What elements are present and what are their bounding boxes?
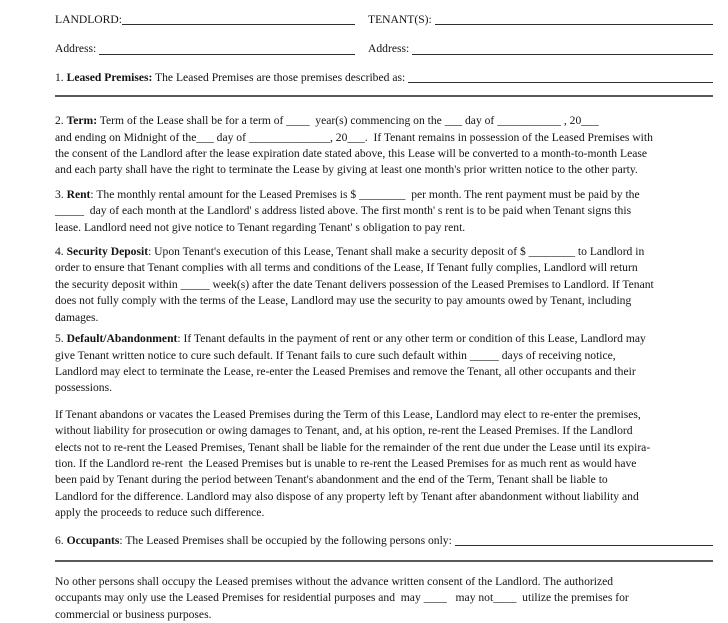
occupants-list-blank — [455, 544, 713, 546]
section-body — [55, 203, 713, 236]
text-line: and each party shall have the right to terminate the Lease by giving at least one month's prior written notice to the other party. — [55, 163, 638, 177]
section-occupants — [55, 533, 713, 562]
text-line: elects not to re-rent the Leased Premises, Tenant shall be liable for the remainder of the rent due under the Lease until its expira- — [55, 440, 651, 454]
text-line: apply the proceeds to reduce such difference. — [55, 506, 265, 520]
text-line: damages. — [55, 310, 99, 324]
section-title: Security Deposit — [66, 245, 149, 259]
section-body — [55, 260, 713, 326]
section-default-abandonment — [55, 331, 713, 397]
section-number: 2. — [55, 114, 67, 128]
section-rent — [55, 187, 713, 236]
text-line: tion. If the Landlord re-rent the Leased Premises but is unable to re-rent the Leased Premises for as much rent as would have — [55, 456, 637, 470]
text-line: without liability for prosecution or owing damages to Tenant, and, at his option, re-rent the Leased Premises. If the Landlord — [55, 424, 633, 438]
section-text: : The Leased Premises shall be occupied by the following persons only: — [119, 533, 455, 547]
text-line: If Tenant abandons or vacates the Leased Premises during the Term of this Lease, Landlord may elect to re-enter the premises, — [55, 407, 641, 421]
text-line: Landlord for the difference. Landlord may also dispose of any property left by Tenant after abandonment without liability and — [55, 489, 639, 503]
section-text: The Leased Premises are those premises described as: — [152, 70, 409, 84]
landlord-field-group — [55, 12, 355, 28]
section-title: Term: — [66, 114, 98, 128]
section-body — [55, 130, 713, 179]
tenant-address-label: Address: — [368, 42, 413, 56]
premises-description-blank — [408, 81, 713, 83]
landlord-label: LANDLORD: — [55, 13, 122, 26]
section-number: 6. — [55, 533, 67, 547]
section-number: 5. — [55, 332, 67, 346]
text-line: lease. Landlord need not give notice to Tenant regarding Tenant' s obligation to pay rent. — [55, 220, 466, 234]
text-line: and ending on Midnight of the___ day of ______________, 20___. If Tenant remains in possession of the Leased Premises with — [55, 130, 653, 144]
section-text: : Upon Tenant's execution of this Lease, Tenant shall make a security deposit of $ ________ to Landlord in — [148, 245, 645, 259]
section-text: Term of the Lease shall be for a term of ____ year(s) commencing on the ___ day of ___________ , 20___ — [97, 114, 599, 128]
text-line: Landlord may elect to terminate the Lease, re-enter the Leased Premises and remove the Tenant, all other occupants and their — [55, 364, 636, 378]
text-line: No other persons shall occupy the Leased premises without the advance written consent of the Landlord. The authorized — [55, 574, 614, 588]
landlord-name-blank — [122, 23, 355, 25]
section-number: 4. — [55, 245, 67, 259]
section-title: Rent — [66, 187, 91, 201]
section-title: Default/Abandonment — [66, 332, 178, 346]
landlord-address-group — [55, 41, 355, 57]
text-line: _____ day of each month at the Landlord' s address listed above. The first month' s rent is to be paid when Tenant signs this — [55, 204, 632, 218]
section-title: Leased Premises: — [66, 70, 153, 84]
text-line: the consent of the Landlord after the lease expiration date stated above, this Lease will be converted to a month-to-month Lease — [55, 147, 648, 161]
section-term — [55, 113, 713, 179]
abandonment-paragraph — [55, 407, 713, 522]
text-line: been paid by Tenant during the period between Tenant's abandonment and the end of the Term, Tenant shall be liable to — [55, 473, 608, 487]
section-security-deposit — [55, 244, 713, 326]
section-number: 1. — [55, 70, 67, 84]
addresses-row — [55, 41, 713, 57]
section-text: : The monthly rental amount for the Leased Premises is $ ________ per month. The rent payment must be paid by the — [90, 187, 640, 201]
tenant-address-blank — [412, 53, 713, 55]
landlord-address-label: Address: — [55, 42, 100, 56]
text-line: order to ensure that Tenant complies with all terms and conditions of the Lease, If Tenant fully complies, Landlord will return — [55, 261, 638, 275]
section-text: : If Tenant defaults in the payment of rent or any other term or condition of this Lease, Landlord may — [177, 332, 646, 346]
premises-description-continuation-line — [55, 95, 713, 97]
tenant-address-group — [368, 41, 713, 57]
section-leased-premises — [55, 70, 713, 97]
tenant-label: TENANT(S): — [368, 13, 435, 26]
text-line: give Tenant written notice to cure such default. If Tenant fails to cure such default within _____ days of receiving notice, — [55, 348, 616, 362]
occupants-note-paragraph — [55, 574, 713, 623]
occupants-list-continuation-line — [55, 560, 713, 562]
landlord-address-blank — [99, 53, 355, 55]
section-body — [55, 348, 713, 397]
text-line: does not fully comply with the terms of the Lease, Landlord may use the security to pay amounts owed by Tenant, including — [55, 294, 632, 308]
paragraph-body — [55, 407, 713, 522]
paragraph-body — [55, 574, 713, 623]
party-names-row — [55, 12, 713, 28]
text-line: the security deposit within _____ week(s) after the date Tenant delivers possession of the Leased Premises to Landlord. If Tenant — [55, 277, 654, 291]
text-line: occupants may only use the Leased Premises for residential purposes and may ____ may not____ utilize the premises for — [55, 591, 629, 605]
tenant-field-group — [368, 12, 713, 28]
section-number: 3. — [55, 187, 67, 201]
section-title: Occupants — [66, 533, 120, 547]
text-line: possessions. — [55, 381, 113, 395]
text-line: commercial or business purposes. — [55, 607, 212, 621]
tenant-name-blank — [435, 23, 713, 25]
